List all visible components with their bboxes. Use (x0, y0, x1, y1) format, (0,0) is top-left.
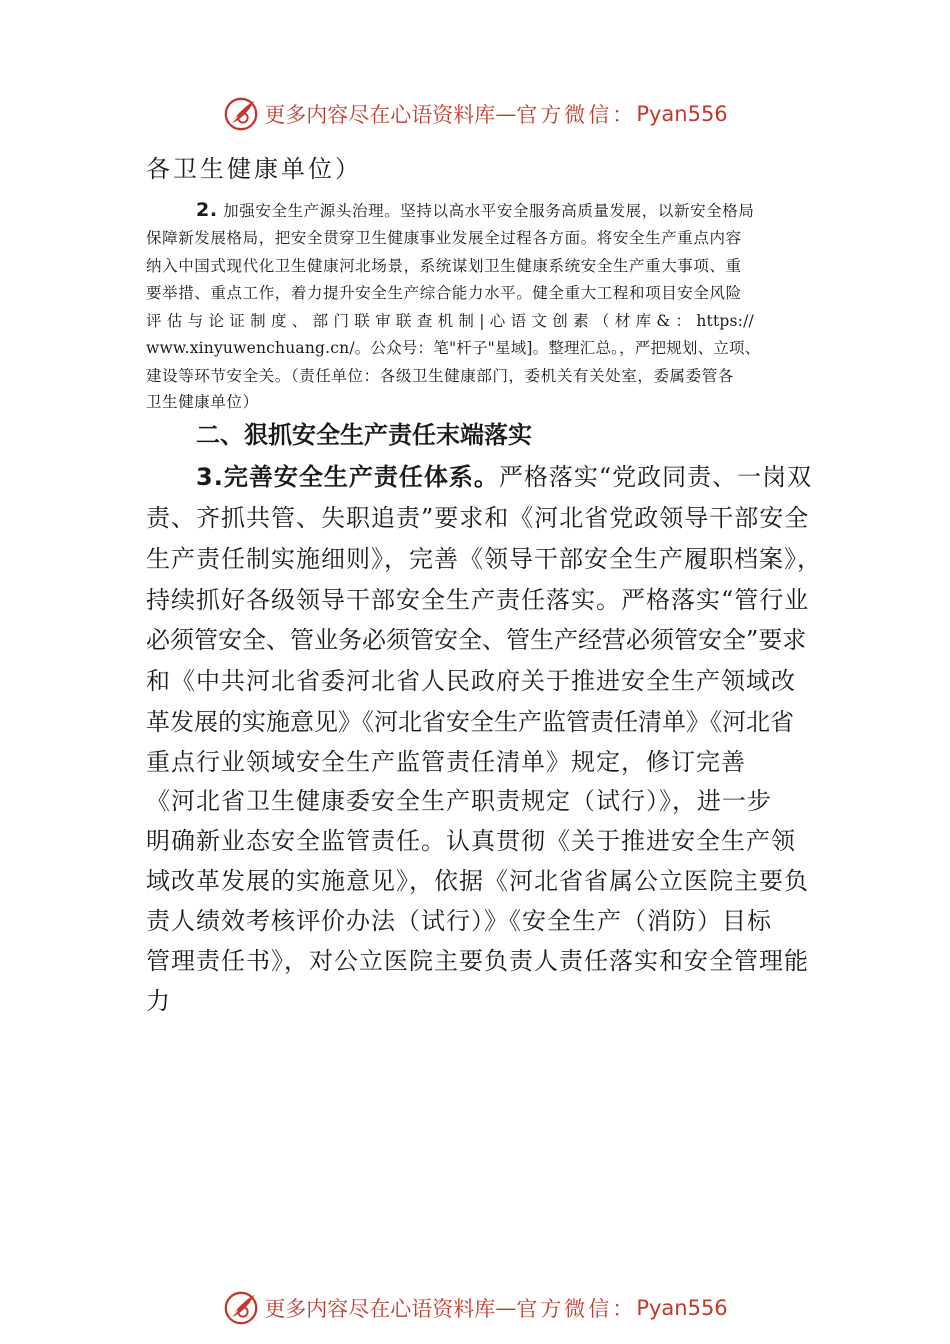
text-line: 持续抓好各级领导干部安全生产责任落实。严格落实“管行业 (146, 586, 810, 614)
watermark-banner-top (0, 92, 950, 136)
text-line: 责人绩效考核评价办法（试行）》《安全生产（消防）目标 (146, 907, 772, 935)
text-line: 《河北省卫生健康委安全生产职责规定（试行）》，进一步 (146, 787, 772, 815)
text-line: 生产责任制实施细则》，完善《领导干部安全生产履职档案》， (146, 545, 822, 573)
item2-number: 2. (196, 199, 218, 221)
text-line: 必须管安全、管业务必须管安全、管生产经营必须管安全”要求 (146, 626, 807, 654)
text-line: 各卫生健康单位） (146, 155, 362, 183)
text-line: 严格落实“党政同责、一岗双 (498, 463, 813, 491)
text-line: 力 (146, 987, 171, 1015)
item3-lead: 3.完善安全生产责任体系。 (196, 463, 499, 491)
text-line: www.xinyuwenchuang.cn/。公众号：笔"杆子"星域]。整理汇总。，严把规划、立项、 (146, 339, 761, 357)
text-line: 纳入中国式现代化卫生健康河北场景，系统谋划卫生健康系统安全生产重大事项、重 (146, 257, 742, 275)
banner-wechat-label: 官方微信： (516, 103, 637, 127)
banner-wechat-id: Pyan556 (636, 1296, 728, 1320)
banner-text: 更多内容尽在心语资料库 (264, 103, 496, 127)
text-line: 重点行业领域安全生产监管责任清单》规定，修订完善 (146, 748, 746, 776)
text-line: 加强安全生产源头治理。坚持以高水平安全服务高质量发展，以新安全格局 (223, 202, 755, 220)
banner-text: 更多内容尽在心语资料库 (264, 1297, 496, 1321)
text-line: 革发展的实施意见》《河北省安全生产监管责任清单》《河北省 (146, 708, 794, 736)
item2-first-line (196, 200, 754, 221)
text-line: 管理责任书》，对公立医院主要负责人责任落实和安全管理能 (146, 947, 809, 975)
banner-wechat-id: Pyan556 (636, 102, 728, 126)
text-line: 明确新业态安全监管责任。认真贯彻《关于推进安全生产领 (146, 827, 796, 855)
text-line: 卫生健康单位） (146, 393, 259, 411)
section-heading: 二、狠抓安全生产责任末端落实 (196, 421, 532, 449)
text-line: 保障新发展格局，把安全贯穿卫生健康事业发展全过程各方面。将安全生产重点内容 (146, 229, 742, 247)
text-line: 建设等环节安全关。（责任单位：各级卫生健康部门，委机关有关处室，委属委管各 (146, 367, 734, 385)
watermark-banner-bottom (0, 1286, 950, 1330)
banner-wechat-label: 官方微信： (516, 1297, 637, 1321)
text-line: 要举措、重点工作，着力提升安全生产综合能力水平。健全重大工程和项目安全风险 (146, 284, 742, 302)
item3-first-line (196, 462, 812, 492)
text-line: 评 估 与 论 证 制 度 、 部 门 联 审 联 查 机 制 | 心 语 文 创 素 （ 材 库 & ： https:// (146, 312, 754, 330)
banner-dash: — (495, 1296, 517, 1320)
text-line: 责、齐抓共管、失职追责”要求和《河北省党政领导干部安全 (146, 504, 810, 532)
banner-dash: — (495, 102, 517, 126)
quill-logo-icon (222, 1289, 260, 1327)
text-line: 和《中共河北省委河北省人民政府关于推进安全生产领域改 (146, 667, 796, 695)
quill-logo-icon (222, 95, 260, 133)
text-line: 域改革发展的实施意见》，依据《河北省省属公立医院主要负 (146, 867, 809, 895)
